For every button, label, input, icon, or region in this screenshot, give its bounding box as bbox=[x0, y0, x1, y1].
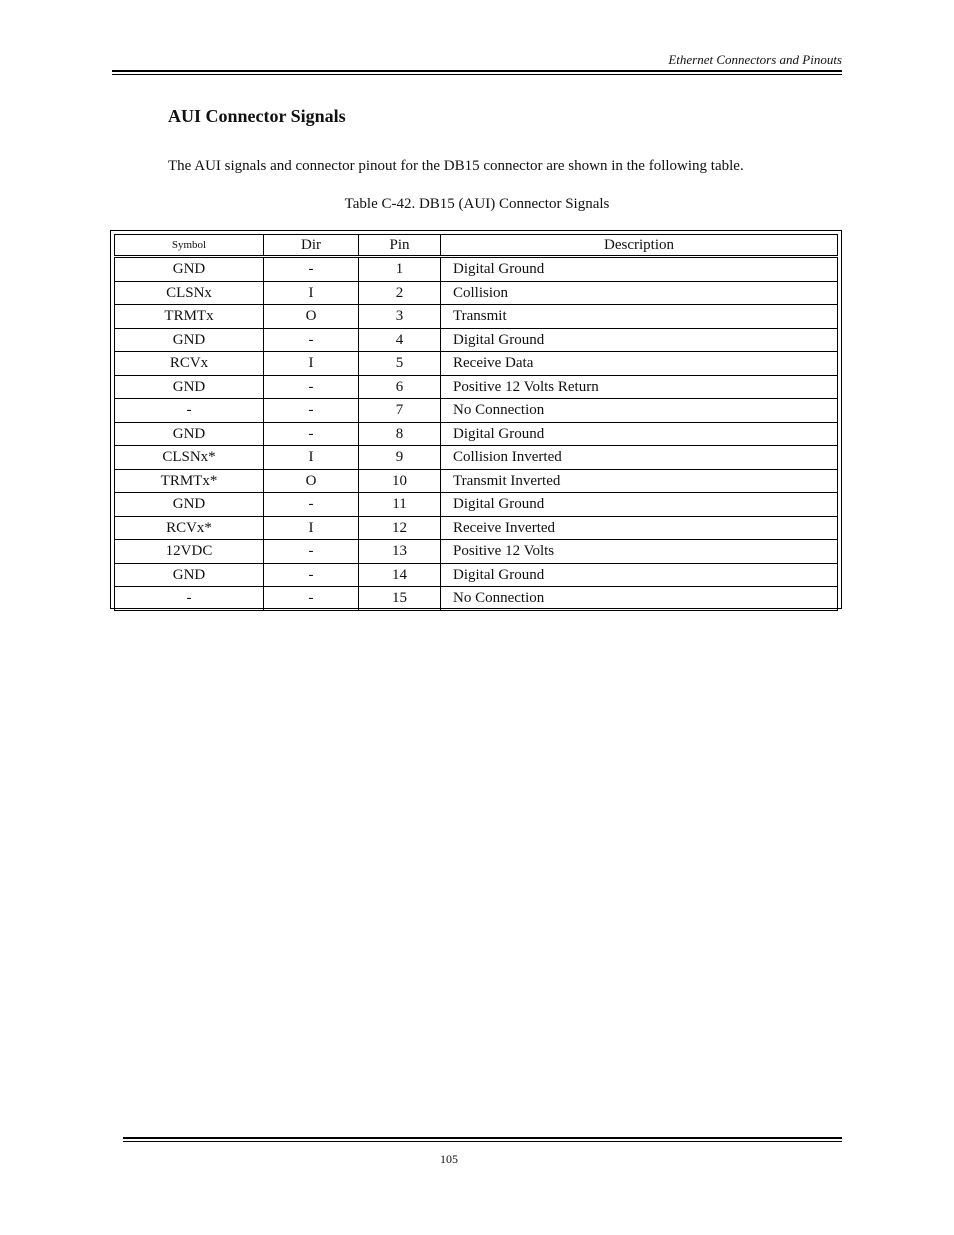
table-header-row bbox=[115, 235, 838, 257]
pin-cell: 11 bbox=[359, 493, 441, 517]
dir-cell: - bbox=[264, 540, 359, 564]
symbol-cell: GND bbox=[115, 422, 264, 446]
pin-cell: 1 bbox=[359, 257, 441, 282]
symbol-cell: CLSNx* bbox=[115, 446, 264, 470]
table-row bbox=[115, 328, 838, 352]
symbol-cell: GND bbox=[115, 257, 264, 282]
description-cell: Collision bbox=[441, 281, 838, 305]
symbol-cell: CLSNx bbox=[115, 281, 264, 305]
description-cell: Digital Ground bbox=[441, 328, 838, 352]
symbol-cell: TRMTx bbox=[115, 305, 264, 329]
dir-cell: O bbox=[264, 469, 359, 493]
description-cell: No Connection bbox=[441, 587, 838, 611]
dir-cell: - bbox=[264, 399, 359, 423]
table-row bbox=[115, 516, 838, 540]
dir-cell: - bbox=[264, 328, 359, 352]
dir-cell: I bbox=[264, 352, 359, 376]
description-cell: Receive Inverted bbox=[441, 516, 838, 540]
section-title: AUI Connector Signals bbox=[168, 106, 346, 126]
pin-cell: 15 bbox=[359, 587, 441, 611]
pin-cell: 7 bbox=[359, 399, 441, 423]
dir-cell: I bbox=[264, 446, 359, 470]
symbol-cell: GND bbox=[115, 563, 264, 587]
symbol-cell: GND bbox=[115, 375, 264, 399]
table-row bbox=[115, 281, 838, 305]
pin-cell: 12 bbox=[359, 516, 441, 540]
symbol-cell: RCVx* bbox=[115, 516, 264, 540]
pinout-table-frame bbox=[110, 230, 842, 609]
column-header-description: Description bbox=[441, 235, 838, 257]
description-cell: Digital Ground bbox=[441, 493, 838, 517]
description-cell: Digital Ground bbox=[441, 422, 838, 446]
pin-cell: 2 bbox=[359, 281, 441, 305]
symbol-cell: TRMTx* bbox=[115, 469, 264, 493]
table-row bbox=[115, 563, 838, 587]
description-cell: Collision Inverted bbox=[441, 446, 838, 470]
column-header-pin: Pin bbox=[359, 235, 441, 257]
description-cell: Positive 12 Volts bbox=[441, 540, 838, 564]
dir-cell: - bbox=[264, 375, 359, 399]
dir-cell: - bbox=[264, 587, 359, 611]
description-cell: Digital Ground bbox=[441, 563, 838, 587]
dir-cell: - bbox=[264, 563, 359, 587]
table-row bbox=[115, 540, 838, 564]
pin-cell: 6 bbox=[359, 375, 441, 399]
table-row bbox=[115, 257, 838, 282]
pinout-table bbox=[114, 234, 838, 611]
table-row bbox=[115, 375, 838, 399]
pin-cell: 8 bbox=[359, 422, 441, 446]
dir-cell: O bbox=[264, 305, 359, 329]
pin-cell: 14 bbox=[359, 563, 441, 587]
description-cell: Digital Ground bbox=[441, 257, 838, 282]
symbol-cell: GND bbox=[115, 328, 264, 352]
table-body bbox=[115, 257, 838, 611]
symbol-cell: - bbox=[115, 587, 264, 611]
table-caption: Table C-42. DB15 (AUI) Connector Signals bbox=[344, 196, 610, 212]
dir-cell: I bbox=[264, 516, 359, 540]
running-header: Ethernet Connectors and Pinouts bbox=[668, 52, 842, 67]
table-row bbox=[115, 587, 838, 611]
symbol-cell: RCVx bbox=[115, 352, 264, 376]
footer-rule bbox=[123, 1137, 842, 1142]
pin-cell: 4 bbox=[359, 328, 441, 352]
description-cell: Receive Data bbox=[441, 352, 838, 376]
pin-cell: 10 bbox=[359, 469, 441, 493]
table-row bbox=[115, 305, 838, 329]
symbol-cell: GND bbox=[115, 493, 264, 517]
description-cell: Transmit Inverted bbox=[441, 469, 838, 493]
column-header-dir: Dir bbox=[264, 235, 359, 257]
description-cell: Transmit bbox=[441, 305, 838, 329]
description-cell: No Connection bbox=[441, 399, 838, 423]
header-rule bbox=[112, 70, 842, 75]
pin-cell: 5 bbox=[359, 352, 441, 376]
table-row bbox=[115, 399, 838, 423]
symbol-cell: 12VDC bbox=[115, 540, 264, 564]
pin-cell: 3 bbox=[359, 305, 441, 329]
table-row bbox=[115, 493, 838, 517]
pin-cell: 9 bbox=[359, 446, 441, 470]
table-row bbox=[115, 352, 838, 376]
table-row bbox=[115, 446, 838, 470]
description-cell: Positive 12 Volts Return bbox=[441, 375, 838, 399]
page-number: 105 bbox=[440, 1152, 458, 1166]
column-header-symbol: Symbol bbox=[115, 235, 264, 257]
pin-cell: 13 bbox=[359, 540, 441, 564]
dir-cell: - bbox=[264, 257, 359, 282]
intro-paragraph: The AUI signals and connector pinout for the DB15 connector are shown in the following table. bbox=[168, 158, 744, 174]
dir-cell: - bbox=[264, 493, 359, 517]
table-row bbox=[115, 422, 838, 446]
dir-cell: - bbox=[264, 422, 359, 446]
table-row bbox=[115, 469, 838, 493]
symbol-cell: - bbox=[115, 399, 264, 423]
dir-cell: I bbox=[264, 281, 359, 305]
